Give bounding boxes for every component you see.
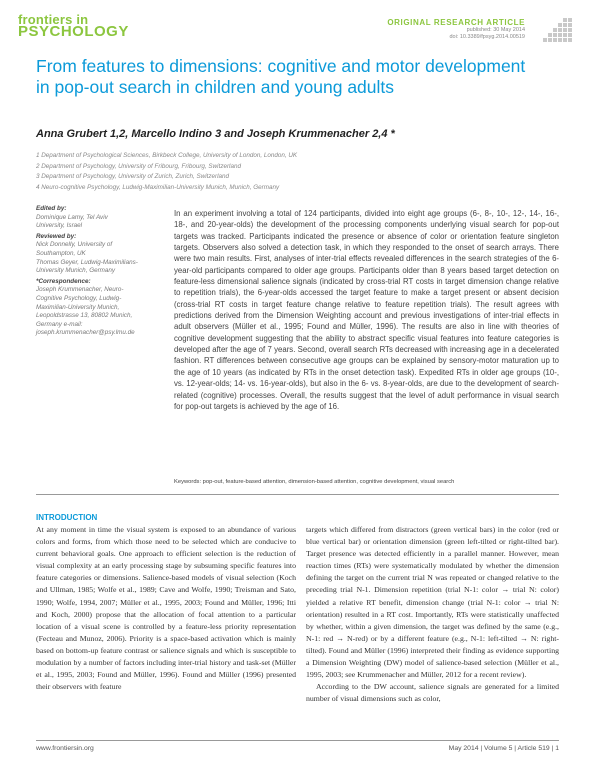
- section-heading-introduction: INTRODUCTION: [36, 513, 98, 522]
- intro-paragraph-1-cont: targets which differed from distractors (green vertical bars) in the color (red or blue vertical bar) or orientation dimension (green left-tilted or right-tilted bar). Target presence was detected efficiently in a parallel manner. However, mean reaction times (RTs) were systematically modulated by whether the dimension defining the target on the current trial N was repeated or changed relative to the preceding trial N-1. Dimension repetition (trial N-1: color → trial N: color) yielded a relative RT benefit, dimension change (trial N-1: color → trial N: orientation) resulted in a RT cost. Importantly, RTs were statistically unaffected by whether, within a given dimension, the target was defined by the same (e.g., N-1: red → N-red) or by a different feature (e.g., N-1: left-tilted → N: right-tilted). Found and Müller (1996) interpreted their finding as evidence supporting a Dimension Weighting (DW) model of salience-based selection (Müller et al., 1995, 2003; see Krummenacher and Müller, 2012 for a recent review).: [306, 525, 559, 680]
- article-title: From features to dimensions: cognitive and motor development in pop-out search in children and young adults: [36, 56, 526, 97]
- correspondence-label: *Correspondence:: [36, 277, 91, 285]
- article-meta: [387, 18, 525, 41]
- affiliation-3: 3 Department of Psychology, University of Zurich, Zurich, Switzerland: [36, 173, 230, 180]
- body-column-left: [36, 512, 296, 693]
- keywords: Keywords: pop-out, feature-based attention, dimension-based attention, cognitive development, visual search: [174, 479, 455, 485]
- affiliation-2: 2 Department of Psychology, University of Fribourg, Fribourg, Switzerland: [36, 162, 241, 170]
- affiliation-1: 1 Department of Psychological Sciences, Birkbeck College, University of London, London, UK: [36, 152, 298, 159]
- reviewed-by-label: Reviewed by:: [36, 232, 77, 240]
- published-date: published: 30 May 2014: [466, 27, 525, 33]
- affiliations: [36, 151, 556, 193]
- abstract: In an experiment involving a total of 124 participants, divided into eight age groups (6-, 8-, 10-, 12-, 14-, 16-, 18-, and 20-year-olds) the development of the processing components underlying visual search for pop-out targets was tracked. Participants indicated the presence or absence of color or orientation feature singleton targets. Observers also solved a detection task, in which they responded to the onset of search arrays. There were two main results. First, analyses of inter-trial effects revealed differences in the search strategies of the 6-year-old participants compared to older age groups. Participants older than 8 years based target detection on feature-less dimensional salience signals (indicated by cross-trial RT costs in target dimension change relative to repetition trials), the 6-year-olds accessed the target feature to make a target present or absent decision (cross-trial RT costs in target feature change relative to feature repetition trials). The result agrees with predictions derived from the Dimension Weighting account and previous investigations of inter-trial effects in adult observers (Müller et al., 1995; Found and Müller, 1996). The results are also in line with theories of cognitive development suggesting that the ability to abstract specific visual features into feature categories is developed after the age of 7 years. Second, overall search RTs decreased with increasing age in a decelerated fashion. RT differences between consecutive age groups can be explained by sensory-motor maturation up to the age of 10 years (as indicated by RTs in the onset detection task). Expedited RTs in older age groups (10-, vs. 12-year-olds; 14- vs. 16-year-olds), but also in the 6- vs. 8-year-olds, are due to the development of search-related (cognitive) processes. Overall, the results suggest that the level of adult performance in visual search for pop-out targets is achieved by the age of 16.: [174, 209, 559, 411]
- logo-line2: PSYCHOLOGY: [18, 23, 129, 40]
- page-footer: [36, 740, 559, 752]
- body-column-right: [306, 524, 559, 705]
- journal-badge-icon: [537, 16, 575, 54]
- edited-by-label: Edited by:: [36, 205, 67, 212]
- reviewer-1: Nick Donnelly, University of Southampton, UK: [36, 241, 113, 257]
- journal-logo[interactable]: [18, 14, 129, 38]
- section-divider: [36, 494, 559, 495]
- footer-info: May 2014 | Volume 5 | Article 519 | 1: [448, 745, 559, 752]
- affiliation-4: 4 Neuro-cognitive Psychology, Ludwig-Maximilian-University Munich, Munich, Germany: [36, 183, 280, 191]
- logo-line1: frontiers in: [18, 12, 89, 27]
- doi-link[interactable]: doi: 10.3389/fpsyg.2014.00519: [449, 34, 525, 40]
- reviewer-2: Thomas Geyer, Ludwig-Maximilians-University Munich, Germany: [36, 258, 138, 275]
- article-type: ORIGINAL RESEARCH ARTICLE: [387, 18, 525, 27]
- correspondence-details[interactable]: Joseph Krummenacher, Neuro-Cognitive Psychology, Ludwig-Maximilian-University Munich, Leopoldstrasse 13, 80802 Munich, Germany e-mail: joseph.krummenacher@psy.lmu.de: [36, 286, 135, 337]
- intro-paragraph-2: According to the DW account, salience signals are generated for a limited number of visual dimensions such as color,: [306, 682, 559, 704]
- editorial-sidebar: [36, 205, 138, 338]
- author-list: Anna Grubert 1,2, Marcello Indino 3 and Joseph Krummenacher 2,4 *: [36, 128, 395, 140]
- editor: Dominique Lamy, Tel Aviv University, Israel: [36, 213, 108, 230]
- footer-url[interactable]: www.frontiersin.org: [36, 745, 94, 752]
- intro-paragraph-1: At any moment in time the visual system is exposed to an abundance of various colors and forms, from which those need to be selected which are conducive to current behavioral goals. One approach to efficient selection is the reduction of visual complexity at an early processing stage by subsuming specific features into feature categories or dimensions. Salience-based models of visual selection (Koch and Ullman, 1985; Wolfe et al., 1989; Cave and Wolfe, 1990; Treisman and Sato, 1990; Wolfe, 1994, 2007; Müller et al., 1995, 2003; Found and Müller, 1996; Itti and Koch, 2000) propose that the allocation of focal attention to a particular location of a visual scene is controlled by a feature-less priority representation (Fecteau and Munoz, 2006). Priority is a space-based activation which is mainly based on bottom-up feature contrast or salience signals and which is susceptible to modulation by a number of factors including inter-trial history and task-set (Müller et al., 1995, 2003; Found and Müller, 1996). Found and Müller (1996) presented their observers with feature: [36, 525, 296, 692]
